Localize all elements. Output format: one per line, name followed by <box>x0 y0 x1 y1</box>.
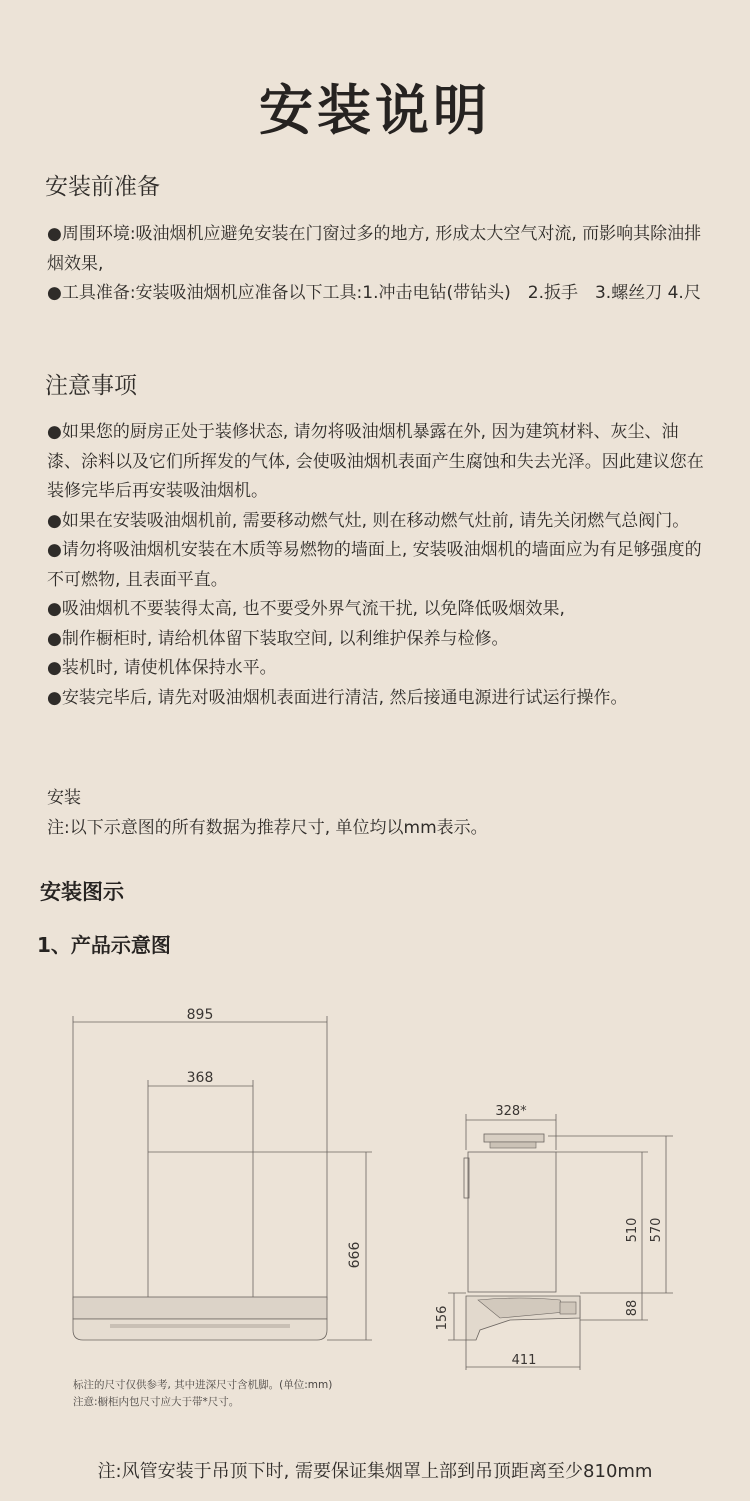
list-item: ●周围环境:吸油烟机应避免安装在门窗过多的地方, 形成太大空气对流, 而影响其除油排烟效果, <box>47 224 702 274</box>
list-item: ●吸油烟机不要装得太高, 也不要受外界气流干扰, 以免降低吸烟效果, <box>47 599 565 619</box>
dim-label-height-chimney: 666 <box>347 1241 363 1269</box>
dim-label-depth-bottom: 411 <box>511 1353 537 1368</box>
install-note: 注:以下示意图的所有数据为推荐尺寸, 单位均以mm表示。 <box>47 817 488 838</box>
diagram-notes <box>73 1377 332 1411</box>
diagram-note: 注意:橱柜内包尺寸应大于带*尺寸。 <box>73 1396 240 1408</box>
prep-list <box>47 220 712 309</box>
section-heading-prep: 安装前准备 <box>45 174 160 200</box>
bottom-note: 注:风管安装于吊顶下时, 需要保证集烟罩上部到吊顶距离至少810mm <box>97 1461 653 1482</box>
list-item: ●如果您的厨房正处于装修状态, 请勿将吸油烟机暴露在外, 因为建筑材料、灰尘、油漆、涂料以及它们所挥发的气体, 会使吸油烟机表面产生腐蚀和失去光泽。因此建议您在装修完毕后再安装吸油烟机。 <box>47 422 704 501</box>
dim-label-height-inner: 510 <box>625 1217 640 1243</box>
list-item: ●如果在安装吸油烟机前, 需要移动燃气灶, 则在移动燃气灶前, 请先关闭燃气总阀门。 <box>47 510 690 531</box>
notes-list <box>47 418 712 713</box>
dim-label-height-hood: 156 <box>435 1305 450 1331</box>
list-item: ●装机时, 请使机体保持水平。 <box>47 658 277 678</box>
install-label: 安装 <box>47 788 81 808</box>
install-block <box>47 784 712 843</box>
list-item: ●工具准备:安装吸油烟机应准备以下工具:1.冲击电钻(带钻头) 2.扳手 3.螺丝刀 4.尺 <box>47 283 701 303</box>
diagram-note: 标注的尺寸仅供参考, 其中进深尺寸含机脚。(单位:mm) <box>73 1379 333 1391</box>
hood-front <box>73 1297 327 1340</box>
diagram-heading: 安装图示 <box>40 880 124 904</box>
hood-side <box>466 1296 580 1340</box>
list-item: ●请勿将吸油烟机安装在木质等易燃物的墙面上, 安装吸油烟机的墙面应为有足够强度的不可燃物, 且表面平直。 <box>47 540 702 590</box>
product-diagram <box>0 990 750 1370</box>
dim-label-height-hood-side: 88 <box>625 1299 640 1317</box>
section-heading-notes: 注意事项 <box>45 373 137 399</box>
dim-label-width-total: 895 <box>186 1007 214 1023</box>
mounting-bracket <box>484 1134 544 1148</box>
list-item: ●安装完毕后, 请先对吸油烟机表面进行清洁, 然后接通电源进行试运行操作。 <box>47 687 628 708</box>
diagram-subheading: 1、产品示意图 <box>37 933 171 957</box>
dim-label-height-total: 570 <box>649 1217 664 1243</box>
dim-label-depth-top: 328* <box>495 1104 527 1119</box>
dim-label-width-chimney: 368 <box>186 1070 214 1086</box>
list-item: ●制作橱柜时, 请给机体留下装取空间, 以利维护保养与检修。 <box>47 628 509 649</box>
page-title: 安装说明 <box>259 79 491 142</box>
